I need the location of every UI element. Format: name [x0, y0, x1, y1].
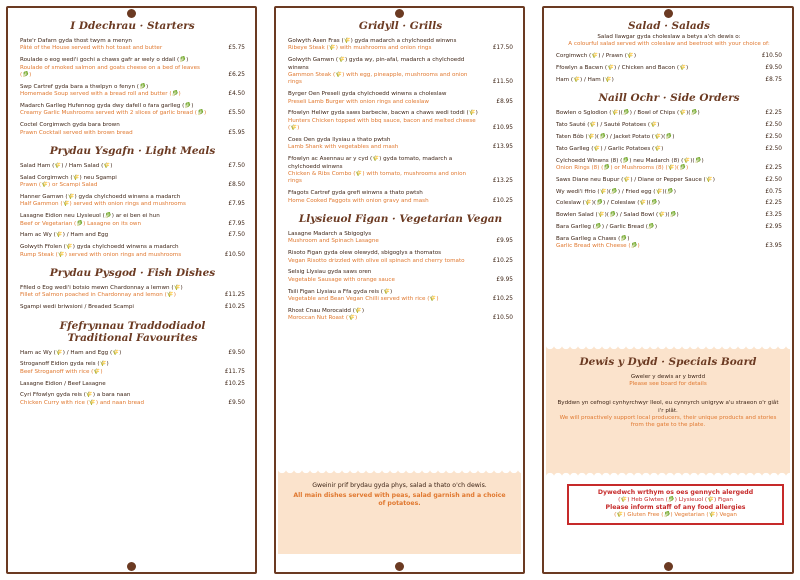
item-english: Chicken Curry with rice (🌾) and naan bread [20, 399, 145, 406]
allergy-welsh: Dywedwch wrthym os oes gennych alergedd [597, 489, 754, 496]
menu-item [20, 350, 245, 357]
item-price: £11.25 [224, 292, 245, 299]
item-price: £10.25 [224, 380, 245, 387]
menu-item [556, 224, 782, 231]
item-price: £10.50 [224, 251, 245, 258]
menu-item [20, 232, 245, 239]
menu-item [20, 213, 245, 228]
item-english: Chicken & Ribs Combo (🌾) with tomato, mushrooms and onion rings [288, 171, 467, 185]
allergy-key-english: (🌾) Gluten Free (🥬) Vegetarian (🌾) Vegan [614, 512, 737, 519]
item-english: Half Gammon (🌾) served with onion rings and mushrooms [20, 201, 186, 208]
item-english: Beef or Vegetarian (🥬) Lasagne on its own [20, 220, 142, 227]
item-price: £10.25 [492, 197, 513, 204]
section-heading: Ffefrynnau Traddodiadol Traditional Favourites [59, 319, 206, 344]
menu-item [288, 110, 513, 132]
section-heading: Prydau Ysgafn · Light Meals [49, 145, 216, 158]
item-price: £0.75 [765, 188, 782, 195]
menu-item [556, 236, 782, 251]
item-english: Ribeye Steak (🌾) with mushrooms and onion rings [288, 45, 432, 52]
section-heading: I Ddechrau · Starters [70, 20, 195, 32]
menu-item [20, 381, 245, 388]
item-welsh: Ffiled o Eog wedi'i botsio mewn Chardonnay a lemwn (🌾) [20, 285, 183, 292]
item-welsh: Bara Garlleg (🥬) / Garlic Bread (🥬) [556, 223, 658, 230]
item-english: Pâté of the House served with hot toast and butter [20, 45, 163, 52]
menu-item [556, 212, 782, 219]
salad-list [556, 53, 782, 84]
menu-item [288, 231, 513, 246]
item-english: Hunters Chicken topped with bbq sauce, bacon and melted cheese (🌾) [288, 117, 476, 132]
item-welsh: Ham ac Wy (🌾) / Ham and Egg (🌾) [20, 349, 122, 356]
menu-item [20, 57, 245, 79]
allergy-english: Please inform staff of any food allergies [605, 504, 746, 512]
menu-item [288, 289, 513, 304]
item-welsh: Cyri Ffowlyn gyda reis (🌾) a bara naan [20, 392, 131, 399]
menu-item [288, 250, 513, 265]
sides-list [556, 110, 782, 250]
item-welsh: Ffowlyn a Bacwn (🌾) / Chicken and Bacon (🌾) [556, 65, 689, 72]
item-welsh: Golwyth Asen Fras (🌾) gyda madarch a chylchoedd winwns [288, 38, 457, 44]
menu-item [556, 200, 782, 207]
menu-item [556, 134, 782, 141]
item-price: £9.50 [228, 349, 245, 356]
menu-item [288, 137, 513, 152]
menu-item [20, 392, 245, 407]
item-welsh: Bowlen Salad (🌾)(🥬) / Salad Bowl (🌾)(🥬) [556, 212, 679, 219]
item-price: £2.50 [765, 122, 782, 129]
menu-item [288, 91, 513, 106]
item-english: Mushroom and Spinach Lasagne [288, 238, 379, 245]
item-price: £10.25 [492, 257, 513, 264]
menu-item [556, 158, 782, 173]
item-welsh: Tsili Figan Llysiau a Ffa gyda reis (🌾) [288, 288, 393, 295]
menu-panel-middle [274, 6, 525, 574]
menu-item [288, 38, 513, 53]
item-english: Roulade of smoked salmon and goats cheese on a bed of leaves (🥬) [20, 64, 200, 79]
item-welsh: Sgampi wedi briwsioni / Breaded Scampi [20, 304, 134, 311]
item-price: £7.50 [228, 163, 245, 170]
item-price: £2.25 [765, 200, 782, 207]
item-price: £7.50 [228, 232, 245, 239]
menu-item [288, 308, 513, 323]
menu-item [288, 156, 513, 186]
item-welsh: Roulade o eog wedi'i gochi a chaws gafr ar wely o ddail (🥬) [20, 57, 189, 64]
item-welsh: Lasagne Madarch a Sbigoglys [288, 231, 372, 238]
item-welsh: Bowlen o Sglodion (🌾)(🥬) / Bowl of Chips (🌾)(🥬) [556, 110, 700, 117]
item-price: £13.25 [492, 178, 513, 185]
item-welsh: Salad Corgimwch (🌾) neu Sgampi [20, 174, 117, 181]
item-welsh: Ham ac Wy (🌾) / Ham and Egg [20, 232, 109, 239]
item-price: £2.25 [765, 110, 782, 117]
menu-item [288, 190, 513, 205]
item-welsh: Ffowlyn ac Asennau ar y cyd (🌾) gyda tomato, madarch a chylchoedd winwns [288, 156, 453, 170]
mains-note-english: All main dishes served with peas, salad garnish and a choice of potatoes. [293, 492, 506, 507]
item-welsh: Stroganoff Eidion gyda reis (🌾) [20, 361, 109, 368]
item-welsh: Cylchoedd Winwns (8) (🥬) neu Madarch (8) (🌾)(🥬) [556, 157, 704, 164]
item-price: £5.50 [228, 110, 245, 117]
menu-item [20, 361, 245, 376]
item-english: Creamy Garlic Mushrooms served with 2 slices of garlic bread (🥬) [20, 110, 207, 117]
menu-item [20, 38, 245, 53]
item-welsh: Corgimwch (🌾) / Prawn (🌾) [556, 53, 637, 60]
item-welsh: Golwyth Gamwn (🌾) gyda wy, pin-afal, madarch a chylchoedd winwns [288, 57, 465, 71]
menu-item [20, 304, 245, 311]
item-welsh: Lasagne Eidion neu Llysieuol (🥬) ar ei ben ei hun [20, 213, 160, 220]
item-welsh: Coleslaw (🌾)(🥬) / Coleslaw (🌾)(🥬) [556, 200, 660, 207]
item-price: £5.95 [228, 129, 245, 136]
item-price: £2.25 [765, 165, 782, 171]
wave-edge [546, 470, 790, 476]
menu-item [556, 122, 782, 129]
item-price: £2.50 [765, 134, 782, 140]
menu-panel-left [6, 6, 257, 574]
item-price: £9.95 [496, 238, 513, 245]
item-welsh: Salad Ham (🌾) / Ham Salad (🌾) [20, 163, 113, 170]
item-english: Lamb Shank with vegetables and mash [288, 144, 399, 151]
item-welsh: Swp Cartref gyda bara a thwlpyn o fenyn (🥬) [20, 83, 149, 90]
wave-edge [278, 470, 521, 476]
item-english: Home Cooked Faggots with onion gravy and mash [288, 197, 429, 204]
allergy-key-welsh: (🌾) Heb Glwten (🥬) Llysieuol (🌾) Figan [618, 497, 733, 503]
item-price: £7.95 [228, 201, 245, 208]
menu-item [20, 194, 245, 209]
menu-item [556, 53, 782, 60]
item-price: £10.50 [761, 53, 782, 60]
menu-item [556, 189, 782, 196]
item-price: £8.50 [228, 182, 245, 189]
section-heading: Llysieuol Figan · Vegetarian Vegan [298, 213, 503, 226]
item-english: Fillet of Salmon poached in Chardonnay and lemon (🌾) [20, 292, 176, 299]
item-price: £8.95 [496, 98, 513, 105]
mains-info-box [278, 470, 521, 554]
item-welsh: Coctel Corgimwch gyda bara brown [20, 122, 120, 129]
item-welsh: Pate'r Dafarn gyda thost twym a menyn [20, 38, 132, 44]
item-english: Rump Steak (🌾) served with onion rings and mushrooms [20, 251, 182, 258]
menu-item [20, 244, 245, 259]
item-price: £3.95 [765, 243, 782, 250]
menu-item [20, 175, 245, 190]
local-english: We will proactively support local producers, their unique products and stories from the gate to the plate. [559, 414, 777, 429]
specials-box [546, 346, 790, 476]
item-welsh: Saws Diane neu Bupur (🌾) / Diane or Pepper Sauce (🌾) [556, 176, 715, 183]
item-english: Moroccan Nut Roast (🌾) [288, 315, 358, 322]
item-welsh: Ham (🌾) / Ham (🌾) [556, 77, 614, 83]
item-english: Vegetable and Bean Vegan Chilli served with rice (🌾) [288, 296, 439, 303]
item-price: £7.95 [228, 220, 245, 227]
salad-intro-english: A colourful salad served with coleslaw and beetroot with your choice of: [568, 41, 770, 48]
item-price: £6.25 [228, 72, 245, 79]
item-welsh: Byrger Oen Preseli gyda chylchoedd winwns a choleslaw [288, 91, 447, 98]
item-english: Onion Rings (8) (🥬) or Mushrooms (8) (🌾)(🥬) [556, 165, 689, 171]
item-english: Homemade Soup served with a bread roll and butter (🥬) [20, 91, 181, 98]
item-price: £9.50 [228, 399, 245, 406]
item-welsh: Hanner Gamwn (🌾) gyda chylchoedd winwns a madarch [20, 194, 181, 201]
item-price: £2.50 [765, 176, 782, 183]
item-price: £11.75 [224, 368, 245, 375]
allergy-notice [567, 484, 784, 525]
menu-item [556, 77, 782, 84]
section-heading: Gridyll · Grills [358, 20, 443, 32]
menu-item [556, 65, 782, 72]
menu-item [288, 57, 513, 87]
item-price: £2.50 [765, 145, 782, 152]
item-welsh: Risoto Figan gyda olew olewydd, sbigoglys a thomatos [288, 250, 442, 257]
item-english: Garlic Bread with Cheese (🥬) [556, 243, 640, 250]
item-welsh: Madarch Garlleg Hufennog gyda dwy dafell o fara garlleg (🥬) [20, 103, 194, 110]
item-welsh: Golwyth Ffolen (🌾) gyda chylchoedd winwns a madarch [20, 244, 179, 251]
item-price: £10.50 [492, 315, 513, 322]
panel-content [544, 16, 792, 564]
item-price: £10.95 [492, 125, 513, 132]
menu-item [556, 110, 782, 117]
item-price: £3.25 [765, 212, 782, 219]
menu-item [20, 122, 245, 137]
item-price: £11.50 [492, 79, 513, 86]
menu-panel-right [542, 6, 794, 574]
salad-intro-welsh: Salad llawgar gyda choleslaw a betys a'ch dewis o: [597, 34, 741, 40]
specials-heading: Dewis y Dydd · Specials Board [579, 356, 757, 368]
item-english: Vegetable Sausage with orange sauce [288, 276, 395, 283]
item-english: Gammon Steak (🌾) with egg, pineapple, mushrooms and onion rings [288, 72, 468, 86]
wave-edge [546, 346, 790, 352]
item-welsh: Coes Oen gyda llysiau a thato pwtsh [288, 137, 391, 144]
menu-item [20, 103, 245, 118]
menu-item [20, 285, 245, 300]
item-welsh: Wy wedi'i ffrio (🌾)(🥬) / Fried egg (🌾)(🥬) [556, 188, 676, 195]
item-price: £10.25 [492, 296, 513, 303]
menu-item [556, 177, 782, 184]
item-english: Prawn (🌾) or Scampi Salad [20, 182, 98, 189]
item-price: £17.50 [492, 45, 513, 52]
item-welsh: Rhost Cnau Morocaidd (🌾) [288, 307, 365, 314]
item-price: £8.75 [765, 77, 782, 83]
item-welsh: Ffowlyn Heliwr gyda saws barbeciw, bacwn a chaws wedi toddi (🌾) [288, 110, 478, 117]
item-price: £2.95 [765, 223, 782, 230]
menu-item [20, 84, 245, 99]
item-price: £9.50 [765, 65, 782, 72]
specials-english: Please see board for details [629, 381, 707, 388]
item-price: £13.95 [492, 144, 513, 151]
salads-heading: Salad · Salads [628, 20, 710, 32]
menu-item [556, 146, 782, 153]
item-price: £4.50 [228, 91, 245, 98]
item-price: £5.75 [228, 45, 245, 52]
menu-item [288, 269, 513, 284]
item-price: £9.95 [496, 276, 513, 283]
item-welsh: Lasagne Eidion / Beef Lasagne [20, 380, 106, 387]
item-welsh: Taten Bôb (🌾)(🥬) / Jacket Potato (🌾)(🥬) [556, 134, 675, 140]
panel-content [8, 16, 255, 564]
specials-welsh: Gweler y dewis ar y bwrdd [630, 374, 706, 380]
menu-item [20, 163, 245, 170]
mains-note-welsh: Gweinir prif brydau gyda phys, salad a thato o'ch dewis. [312, 482, 487, 489]
item-welsh: Bara Garlleg a Chaws (🥬) [556, 235, 630, 242]
item-price: £10.25 [224, 304, 245, 311]
item-welsh: Tato Sauté (🌾) / Sauté Potatoes (🌾) [556, 122, 660, 129]
item-english: Vegan Risotto drizzled with olive oil spinach and cherry tomato [288, 257, 465, 264]
sides-heading: Naill Ochr · Side Orders [598, 92, 740, 105]
item-welsh: Ffagots Cartref gyda grefi winwns a thato pwtsh [288, 190, 423, 197]
item-english: Beef Stroganoff with rice (🌾) [20, 368, 103, 375]
item-welsh: Selsig Llysiau gyda saws oren [288, 269, 372, 276]
item-english: Prawn Cocktail served with brown bread [20, 129, 133, 136]
item-english: Preseli Lamb Burger with onion rings and coleslaw [288, 98, 429, 105]
item-welsh: Tato Garlleg (🌾) / Garlic Potatoes (🌾) [556, 145, 664, 152]
local-welsh: Byddwn yn cefnogi cynhyrchwyr lleol, eu cynnyrch unigryw a'u straeon o'r giât i'r plât. [557, 400, 779, 414]
section-heading: Prydau Pysgod · Fish Dishes [49, 267, 216, 280]
